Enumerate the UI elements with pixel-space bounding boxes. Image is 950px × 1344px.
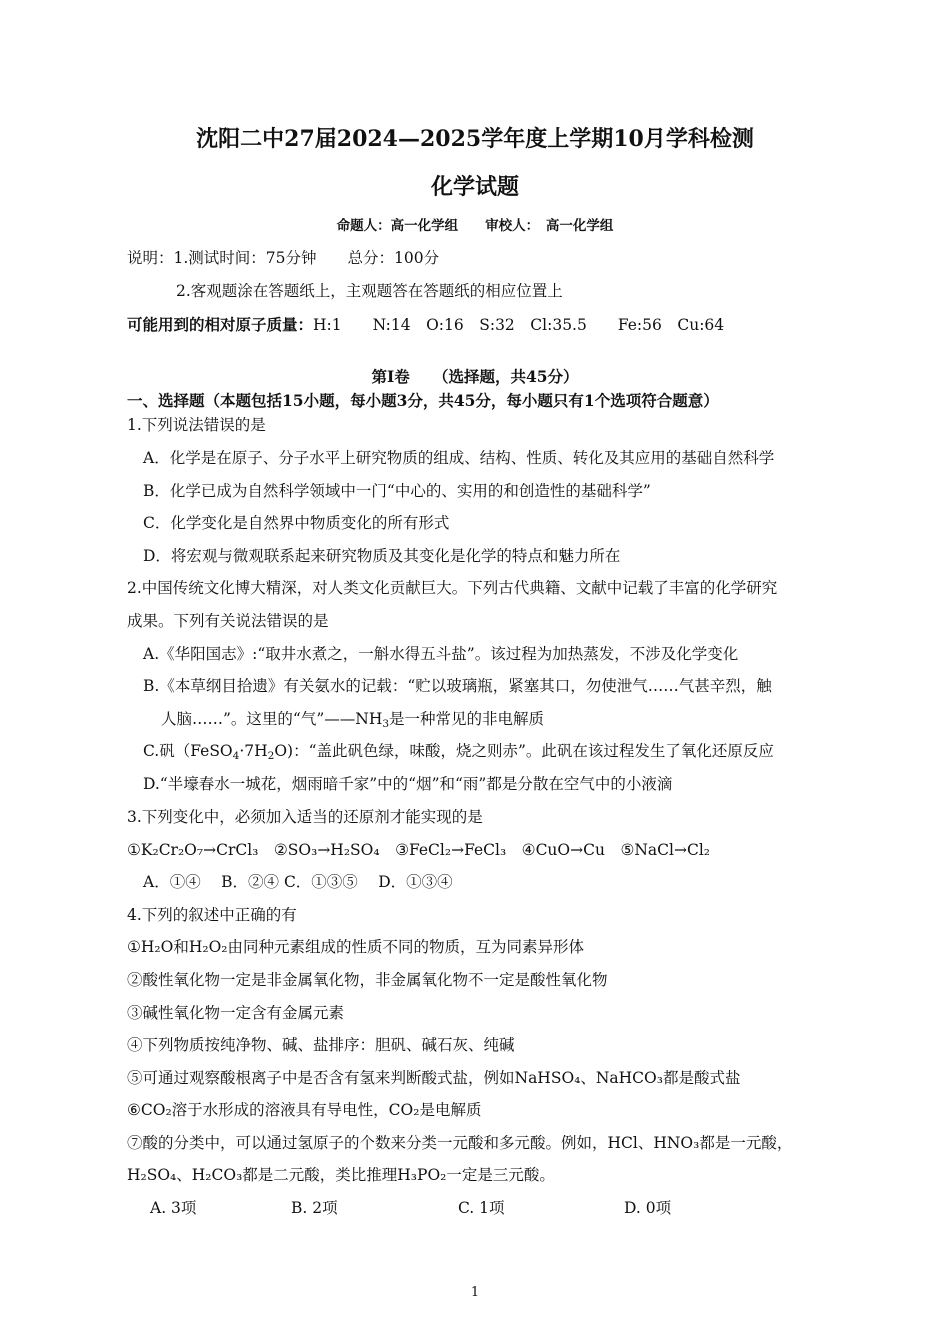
q2-b2-subscript: 3 (382, 718, 390, 730)
q4-option-a: A. 3项 (150, 1199, 197, 1217)
q4-statement-3: ③碱性氧化物一定含有金属元素 (127, 1004, 345, 1022)
q4-statement-4: ④下列物质按纯净物、碱、盐排序：胆矾、碱石灰、纯碱 (127, 1036, 515, 1054)
q1-stem: 1.下列说法错误的是 (127, 416, 266, 434)
q4-statement-7b: H₂SO₄、H₂CO₃都是二元酸，类比推理H₃PO₂一定是三元酸。 (127, 1166, 555, 1184)
q4-statement-1: ①H₂O和H₂O₂由同种元素组成的性质不同的物质，互为同素异形体 (127, 938, 584, 956)
q4-statement-2: ②酸性氧化物一定是非金属氧化物，非金属氧化物不一定是酸性氧化物 (127, 971, 608, 989)
page-number: 1 (470, 1285, 480, 1300)
atomic-mass-values: H:1 N:14 O:16 S:32 Cl:35.5 Fe:56 Cu:64 (313, 316, 725, 334)
q4-stem: 4.下列的叙述中正确的有 (127, 906, 297, 924)
q2-option-c (143, 740, 774, 767)
q2-stem-2: 成果。下列有关说法错误的是 (127, 612, 329, 630)
q4-option-b: B. 2项 (291, 1199, 338, 1217)
q2-c-text-end: O)：“盖此矾色绿，味酸，烧之则赤”。此矾在该过程发生了氧化还原反应 (274, 742, 774, 760)
q4-option-d: D. 0项 (624, 1199, 672, 1217)
q1-option-a: A．化学是在原子、分子水平上研究物质的组成、结构、性质、转化及其应用的基础自然科学 (143, 449, 775, 467)
q1-option-c: C．化学变化是自然界中物质变化的所有形式 (143, 514, 450, 532)
q2-stem-1: 2.中国传统文化博大精深，对人类文化贡献巨大。下列古代典籍、文献中记载了丰富的化学研究 (127, 579, 778, 597)
atomic-mass-line (127, 314, 724, 336)
authors-line: 命题人：高一化学组 审校人： 高一化学组 (336, 218, 614, 234)
volume-title: 第Ⅰ卷 （选择题，共45分） (371, 367, 579, 386)
note-line-1: 说明：1.测试时间：75分钟 总分：100分 (127, 249, 440, 267)
q3-items: ①K₂Cr₂O₇→CrCl₃ ②SO₃→H₂SO₄ ③FeCl₂→FeCl₃ ④CuO→Cu ⑤NaCl→Cl₂ (127, 841, 710, 859)
exam-subtitle: 化学试题 (430, 174, 519, 200)
q2-option-a: A.《华阳国志》:“取井水煮之，一斛水得五斗盐”。该过程为加热蒸发，不涉及化学变化 (143, 645, 739, 663)
q4-statement-7a: ⑦酸的分类中，可以通过氢原子的个数来分类一元酸和多元酸。例如，HCl、HNO₃都是一元酸， (127, 1134, 793, 1152)
q4-statement-6: ⑥CO₂溶于水形成的溶液具有导电性，CO₂是电解质 (127, 1101, 482, 1119)
q2-c-text-mid: ·7H (239, 742, 268, 760)
atomic-mass-label: 可能用到的相对原子质量： (127, 315, 314, 334)
q2-option-b-2 (161, 708, 544, 735)
exam-title: 沈阳二中27届2024—2025学年度上学期10月学科检测 (196, 126, 754, 152)
part-title: 一、选择题（本题包括15小题，每小题3分，共45分，每小题只有1个选项符合题意） (127, 391, 719, 410)
q2-c-subscript-1: 4 (232, 750, 240, 762)
q2-option-d: D.“半壕春水一城花，烟雨暗千家”中的“烟”和“雨”都是分散在空气中的小液滴 (143, 775, 673, 793)
q4-statement-5: ⑤可通过观察酸根离子中是否含有氢来判断酸式盐，例如NaHSO₄、NaHCO₃都是酸式盐 (127, 1069, 741, 1087)
note-line-2: 2.客观题涂在答题纸上，主观题答在答题纸的相应位置上 (176, 282, 563, 300)
q1-option-b: B．化学已成为自然科学领域中一门“中心的、实用的和创造性的基础科学” (143, 482, 651, 500)
q2-c-subscript-2: 2 (267, 750, 275, 762)
q2-b2-text: 人脑……”。这里的“气”——NH (161, 710, 383, 728)
q1-option-d: D．将宏观与微观联系起来研究物质及其变化是化学的特点和魅力所在 (143, 547, 621, 565)
q3-stem: 3.下列变化中，必须加入适当的还原剂才能实现的是 (127, 808, 483, 826)
q2-option-b-1: B.《本草纲目拾遗》有关氨水的记载：“贮以玻璃瓶，紧塞其口，勿使泄气……气甚辛烈，触 (143, 677, 772, 695)
q2-c-text: C.矾（FeSO (143, 742, 233, 760)
q4-option-c: C. 1项 (458, 1199, 505, 1217)
q2-b2-text-end: 是一种常见的非电解质 (389, 710, 545, 728)
q3-options: A．①④ B．②④ C．①③⑤ D．①③④ (143, 873, 453, 891)
